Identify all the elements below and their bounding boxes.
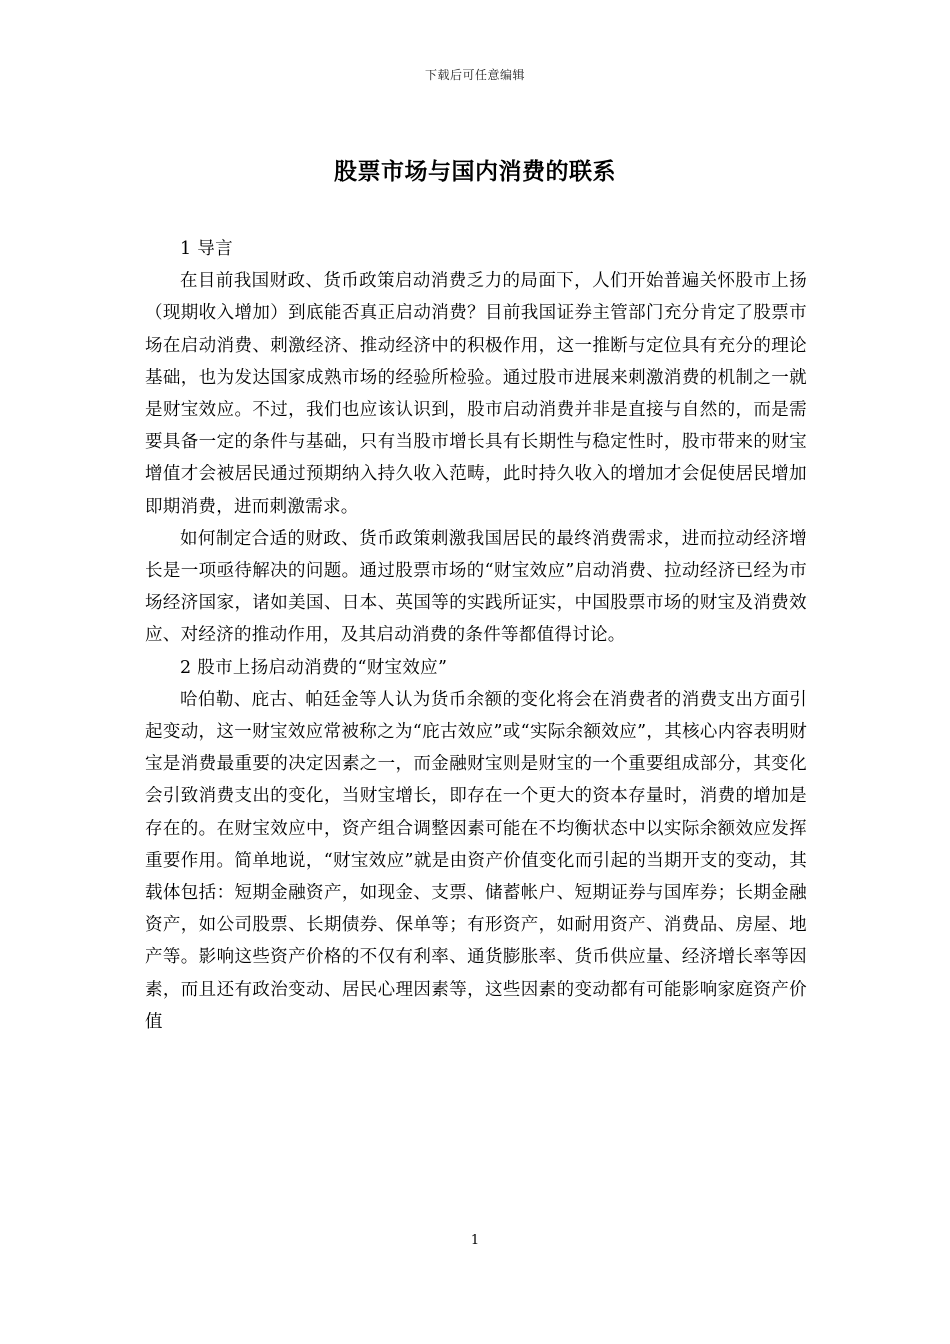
section-heading: 1 导言 — [180, 239, 233, 259]
body-paragraph: 哈伯勒、庇古、帕廷金等人认为货币余额的变化将会在消费者的消费支出方面引起变动，这一财宝效应常被称之为“庇古效应”或“实际余额效应”，其核心内容表明财宝是消费最重要的决定因素之一，而金融财宝则是财宝的一个重要组成部分，其变化会引致消费支出的变化，当财宝增长，即存在一个更大的资本存量时，消费的增加是存在的。在财宝效应中，资产组合调整因素可能在不均衡状态中以实际余额效应发挥重要作用。简单地说，“财宝效应”就是由资产价值变化而引起的当期开支的变动，其载体包括：短期金融资产，如现金、支票、储蓄帐户、短期证券与国库券；长期金融资产，如公司股票、长期债券、保单等；有形资产，如耐用资产、消费品、房屋、地产等。影响这些资产价格的不仅有利率、通货膨胀率、货币供应量、经济增长率等因素，而且还有政治变动、居民心理因素等，这些因素的变动都有可能影响家庭资产价值 — [145, 689, 807, 1032]
page-header-note: 下载后可任意编辑 — [424, 68, 525, 82]
body-paragraph: 在目前我国财政、货币政策启动消费乏力的局面下，人们开始普遍关怀股市上扬（现期收入增加）到底能否真正启动消费？目前我国证券主管部门充分肯定了股票市场在启动消费、刺激经济、推动经济中的积极作用，这一推断与定位具有充分的理论基础，也为发达国家成熟市场的经验所检验。通过股市进展来刺激消费的机制之一就是财宝效应。不过，我们也应该认识到，股市启动消费并非是直接与自然的，而是需要具备一定的条件与基础，只有当股市增长具有长期性与稳定性时，股市带来的财宝增值才会被居民通过预期纳入持久收入范畴，此时持久收入的增加才会促使居民增加即期消费，进而刺激需求。 — [145, 271, 807, 517]
page-number: 1 — [470, 1233, 480, 1248]
body-paragraph: 如何制定合适的财政、货币政策刺激我国居民的最终消费需求，进而拉动经济增长是一项亟待解决的问题。通过股票市场的“财宝效应”启动消费、拉动经济已经为市场经济国家，诸如美国、日本、英国等的实践所证实，中国股票市场的财宝及消费效应、对经济的推动作用，及其启动消费的条件等都值得讨论。 — [145, 528, 807, 646]
section-heading: 2 股市上扬启动消费的“财宝效应” — [180, 657, 448, 678]
document-title: 股票市场与国内消费的联系 — [334, 158, 616, 185]
document-body — [145, 233, 807, 1038]
